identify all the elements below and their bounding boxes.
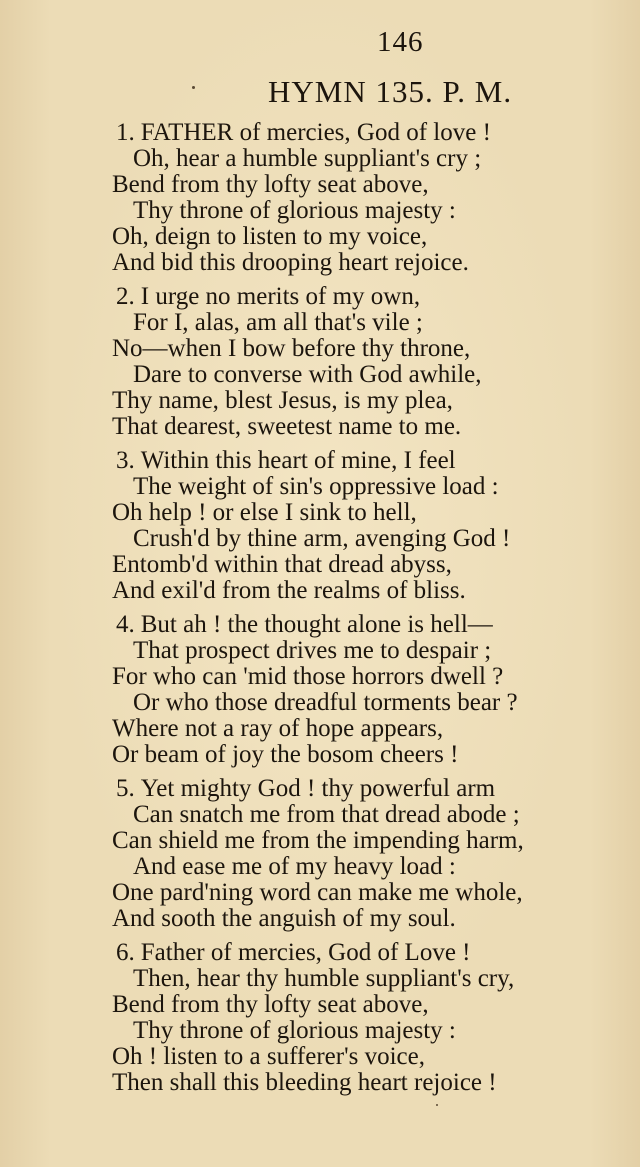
stanza-number: 1. (116, 119, 135, 146)
stanza-line: And bid this drooping heart rejoice. (112, 249, 469, 276)
stanza-line: That dearest, sweetest name to me. (112, 413, 462, 440)
ink-speck (436, 1104, 438, 1106)
stanza-line: No—when I bow before thy throne, (112, 335, 471, 362)
stanza-line: Thy throne of glorious majesty : (133, 1017, 456, 1044)
stanza-number: 6. (116, 939, 135, 966)
stanza-line: Dare to converse with God awhile, (133, 361, 482, 388)
stanza-3 (0, 448, 640, 604)
stanza-1 (0, 120, 640, 276)
stanza-line: 4. But ah ! the thought alone is hell— (116, 611, 493, 638)
hymn-text (0, 120, 640, 1104)
ink-speck (192, 86, 195, 89)
stanza-line: For I, alas, am all that's vile ; (133, 309, 423, 336)
stanza-line: Where not a ray of hope appears, (112, 715, 444, 742)
stanza-2 (0, 284, 640, 440)
hymn-title: HYMN 135. P. M. (268, 74, 513, 109)
stanza-line: Oh, hear a humble suppliant's cry ; (133, 145, 482, 172)
stanza-line: Or who those dreadful torments bear ? (133, 689, 518, 716)
stanza-line: The weight of sin's oppressive load : (133, 473, 499, 500)
stanza-6 (0, 940, 640, 1096)
stanza-line: And exil'd from the realms of bliss. (112, 577, 466, 604)
stanza-line: Can shield me from the impending harm, (112, 827, 524, 854)
stanza-number: 4. (116, 611, 135, 638)
stanza-line: 3. Within this heart of mine, I feel (116, 447, 456, 474)
stanza-line: That prospect drives me to despair ; (133, 637, 492, 664)
stanza-line: Or beam of joy the bosom cheers ! (112, 741, 459, 768)
stanza-line: Thy throne of glorious majesty : (133, 197, 456, 224)
stanza-line: 5. Yet mighty God ! thy powerful arm (116, 775, 496, 802)
stanza-line: Entomb'd within that dread abyss, (112, 551, 452, 578)
stanza-line: 6. Father of mercies, God of Love ! (116, 939, 471, 966)
stanza-5 (0, 776, 640, 932)
stanza-line: Oh, deign to listen to my voice, (112, 223, 428, 250)
stanza-4 (0, 612, 640, 768)
stanza-line: One pard'ning word can make me whole, (112, 879, 523, 906)
stanza-line: Then shall this bleeding heart rejoice ! (112, 1069, 497, 1096)
stanza-line: 1. FATHER of mercies, God of love ! (116, 119, 491, 146)
stanza-number: 3. (116, 447, 135, 474)
stanza-line: And ease me of my heavy load : (133, 853, 456, 880)
stanza-line: Then, hear thy humble suppliant's cry, (133, 965, 515, 992)
stanza-line: Thy name, blest Jesus, is my plea, (112, 387, 453, 414)
stanza-number: 2. (116, 283, 135, 310)
stanza-number: 5. (116, 775, 135, 802)
stanza-line: Can snatch me from that dread abode ; (133, 801, 520, 828)
stanza-line: And sooth the anguish of my soul. (112, 905, 456, 932)
stanza-line: Oh ! listen to a sufferer's voice, (112, 1043, 425, 1070)
stanza-line: Bend from thy lofty seat above, (112, 171, 429, 198)
stanza-line: For who can 'mid those horrors dwell ? (112, 663, 504, 690)
stanza-line: Oh help ! or else I sink to hell, (112, 499, 417, 526)
stanza-line: 2. I urge no merits of my own, (116, 283, 421, 310)
stanza-line: Bend from thy lofty seat above, (112, 991, 429, 1018)
stanza-line: Crush'd by thine arm, avenging God ! (133, 525, 511, 552)
page-number: 146 (377, 26, 424, 58)
